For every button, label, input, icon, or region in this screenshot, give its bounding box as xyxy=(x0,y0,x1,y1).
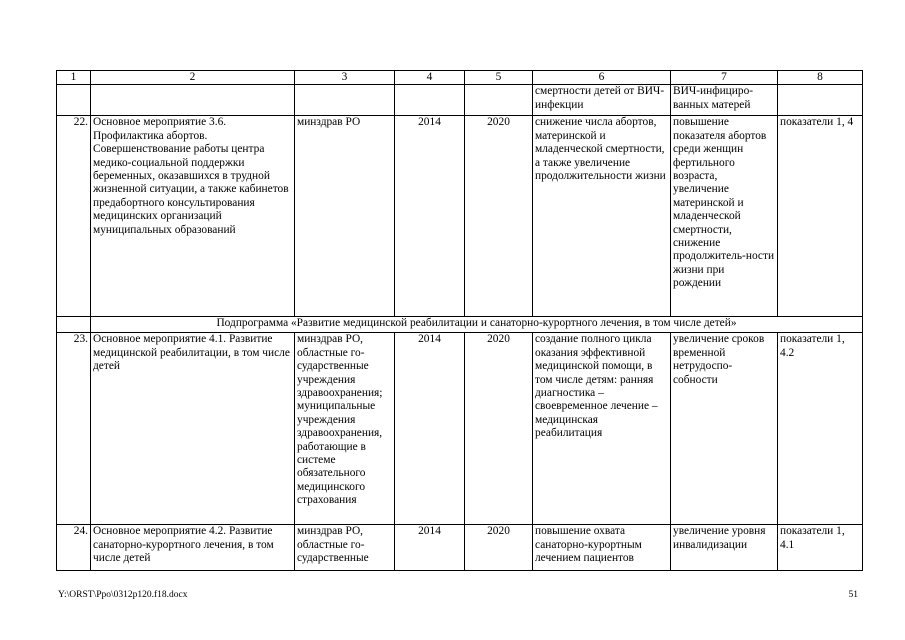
column-number: 5 xyxy=(465,71,533,85)
measure-name: Основное мероприятие 4.1. Развитие медицинской реабилитации, в том числе детей xyxy=(91,333,295,525)
column-number: 1 xyxy=(57,71,91,85)
result-cell: создание полного цикла оказания эффективной медицинской помощи, в том числе детям: ранняя диагностика – своевременное лечение – медицинская реабилитация xyxy=(533,333,671,525)
result-cell: снижение числа абортов, материнской и младенческой смертности, а также увеличение продолжительности жизни xyxy=(533,116,671,317)
consequence-cell: повышение показателя абортов среди женщин фертильного возраста, увеличение материнской и младенческой смертности, снижение продолжитель-ности жизни при рождении xyxy=(671,116,778,317)
column-number: 3 xyxy=(295,71,395,85)
measures-table xyxy=(56,70,863,571)
column-number-row xyxy=(57,71,863,85)
subprogram-title: Подпрограмма «Развитие медицинской реабилитации и санаторно-курортного лечения, в том числе детей» xyxy=(91,317,863,333)
column-number: 6 xyxy=(533,71,671,85)
column-number: 4 xyxy=(395,71,465,85)
column-number: 8 xyxy=(778,71,863,85)
column-number: 7 xyxy=(671,71,778,85)
table-row-24 xyxy=(57,525,863,571)
result-cell: смертности детей от ВИЧ-инфекции xyxy=(533,85,671,116)
consequence-cell: увеличение сроков временной нетрудоспо-собности xyxy=(671,333,778,525)
row-number: 24. xyxy=(57,525,91,571)
table-row-23 xyxy=(57,333,863,525)
table-row-22 xyxy=(57,116,863,317)
start-year: 2014 xyxy=(395,116,465,317)
result-cell: повышение охвата санаторно-курортным лечением пациентов xyxy=(533,525,671,571)
consequence-cell: ВИЧ-инфициро-ванных матерей xyxy=(671,85,778,116)
measure-name: Основное мероприятие 4.2. Развитие санаторно-курортного лечения, в том числе детей xyxy=(91,525,295,571)
page-number: 51 xyxy=(848,590,858,600)
end-year: 2020 xyxy=(465,333,533,525)
start-year: 2014 xyxy=(395,333,465,525)
row-number: 23. xyxy=(57,333,91,525)
start-year: 2014 xyxy=(395,525,465,571)
executor-cell: минздрав РО xyxy=(295,116,395,317)
end-year: 2020 xyxy=(465,525,533,571)
file-path: Y:\ORST\Ppo\0312p120.f18.docx xyxy=(58,590,188,600)
subprogram-row xyxy=(57,317,863,333)
consequence-cell: увеличение уровня инвалидизации xyxy=(671,525,778,571)
executor-cell: минздрав РО, областные го-сударственные xyxy=(295,525,395,571)
indicators-cell: показатели 1, 4.1 xyxy=(778,525,863,571)
table-row-continuation xyxy=(57,85,863,116)
end-year: 2020 xyxy=(465,116,533,317)
row-number: 22. xyxy=(57,116,91,317)
indicators-cell: показатели 1, 4 xyxy=(778,116,863,317)
measure-name: Основное мероприятие 3.6. Профилактика абортов. Совершенствование работы центра медико-социальной поддержки беременных, оказавшихся в трудной жизненной ситуации, а также кабинетов предабортного консультирования медицинских организаций муниципальных образований xyxy=(91,116,295,317)
column-number: 2 xyxy=(91,71,295,85)
executor-cell: минздрав РО, областные го-сударственные учреждения здравоохранения; муниципальные учреждения здравоохранения, работающие в системе обязательного медицинского страхования xyxy=(295,333,395,525)
indicators-cell: показатели 1, 4.2 xyxy=(778,333,863,525)
